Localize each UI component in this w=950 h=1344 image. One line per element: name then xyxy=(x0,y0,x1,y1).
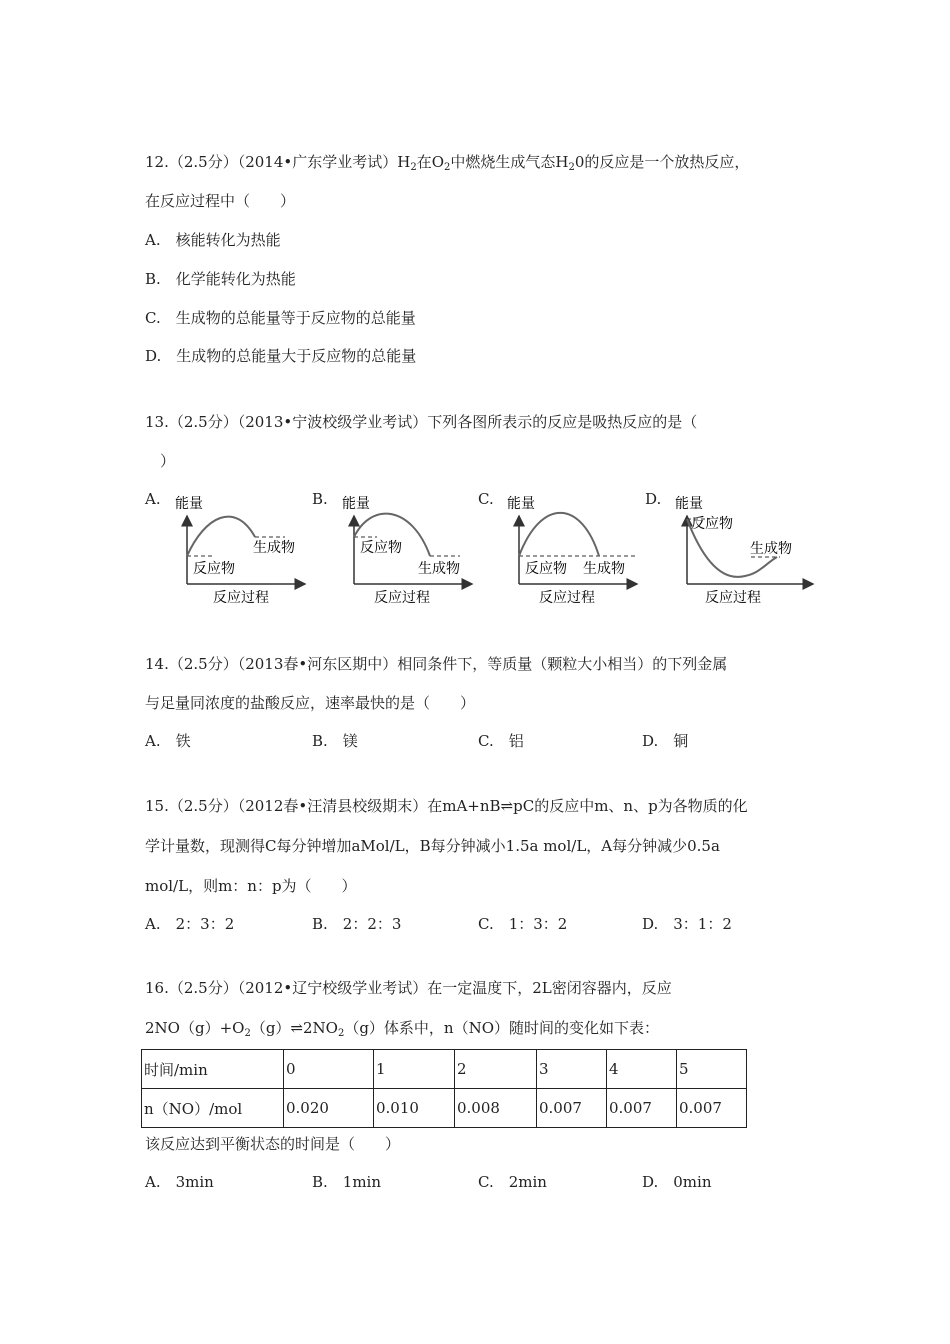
table-cell: 0.008 xyxy=(455,1089,537,1128)
table-cell: 2 xyxy=(455,1050,537,1089)
product-label: 生成物 xyxy=(583,561,625,577)
table-cell: 1 xyxy=(374,1050,455,1089)
product-label: 生成物 xyxy=(418,561,460,577)
q16-option-b: B. 1min xyxy=(312,1173,382,1191)
q16-option-d: D. 0min xyxy=(642,1173,712,1191)
q16-equation: $2NO(g)+O_2(g)\rightleftharpoons 2NO_2(g)$体系中，n（NO）随时间的变化如下表： xyxy=(145,1019,660,1039)
table-cell: 0.020 xyxy=(284,1089,374,1128)
reactant-label: 反应物 xyxy=(360,540,402,556)
q15-line3: mol/L，则m：n：p为（ ） xyxy=(145,877,357,895)
energy-diagram-c xyxy=(497,486,647,608)
table-cell: 0 xyxy=(284,1050,374,1089)
q12-line1: 12.（2.5分）（2014•广东学业考试）$H_2$在$O_2$中燃烧生成气态$H_20$的反应是一个放热反应， xyxy=(145,153,750,173)
energy-diagram-b xyxy=(332,486,482,608)
table-cell: 0.007 xyxy=(607,1089,677,1128)
q14-line2: 与足量同浓度的盐酸反应，速率最快的是（ ） xyxy=(145,694,476,712)
y-axis-label: 能量 xyxy=(507,496,535,512)
q14-option-a: A. 铁 xyxy=(145,732,191,750)
x-axis-label: 反应过程 xyxy=(374,590,430,606)
y-axis-label: 能量 xyxy=(342,496,370,512)
product-label: 生成物 xyxy=(750,541,792,557)
reactant-label: 反应物 xyxy=(193,561,235,577)
graph-c-letter: C. xyxy=(478,490,494,508)
q14-option-b: B. 镁 xyxy=(312,732,358,750)
q12-line2: 在反应过程中（ ） xyxy=(145,192,296,210)
graph-b-letter: B. xyxy=(312,490,328,508)
x-axis-label: 反应过程 xyxy=(539,590,595,606)
q13-line2: ） xyxy=(160,452,176,470)
table-cell: 0.007 xyxy=(537,1089,607,1128)
reactant-label: 反应物 xyxy=(525,561,567,577)
q12-option-d: D. 生成物的总能量大于反应物的总能量 xyxy=(145,347,417,365)
q16-option-c: C. 2min xyxy=(478,1173,547,1191)
table-row xyxy=(142,1050,747,1089)
q12-option-c: C. 生成物的总能量等于反应物的总能量 xyxy=(145,309,416,327)
x-axis-label: 反应过程 xyxy=(705,590,761,606)
table-cell: 时间/min xyxy=(142,1050,284,1089)
y-axis-label: 能量 xyxy=(175,496,203,512)
q13-line1: 13.（2.5分）（2013•宁波校级学业考试）下列各图所表示的反应是吸热反应的是（ xyxy=(145,413,698,431)
no-amount-table xyxy=(141,1049,747,1128)
table-cell: 4 xyxy=(607,1050,677,1089)
q15-option-a: A. 2：3：2 xyxy=(145,915,235,933)
energy-diagram-d xyxy=(665,486,820,608)
q14-option-d: D. 铜 xyxy=(642,732,689,750)
energy-curve xyxy=(187,517,255,556)
q14-line1: 14.（2.5分）（2013春•河东区期中）相同条件下，等质量（颗粒大小相当）的下列金属 xyxy=(145,655,728,673)
graph-d-letter: D. xyxy=(645,490,662,508)
table-cell: 0.010 xyxy=(374,1089,455,1128)
energy-diagram-a xyxy=(165,486,315,608)
q14-option-c: C. 铝 xyxy=(478,732,524,750)
q15-option-c: C. 1：3：2 xyxy=(478,915,568,933)
x-axis-label: 反应过程 xyxy=(213,590,269,606)
q16-question: 该反应达到平衡状态的时间是（ ） xyxy=(145,1135,401,1153)
table-cell: 0.007 xyxy=(677,1089,747,1128)
table-cell: 5 xyxy=(677,1050,747,1089)
y-axis-label: 能量 xyxy=(675,496,703,512)
q16-line1: 16.（2.5分）（2012•辽宁校级学业考试）在一定温度下，2L密闭容器内，反应 xyxy=(145,979,672,997)
q15-line2: 学计量数，现测得C每分钟增加aMol/L，B每分钟减小1.5a mol/L，A每分钟减少0.5a xyxy=(145,837,720,855)
q15-line1: 15.（2.5分）（2012春•汪清县校级期末）在mA+nB⇌pC的反应中m、n、p为各物质的化 xyxy=(145,797,748,815)
reactant-label: 反应物 xyxy=(691,516,733,532)
table-cell: 3 xyxy=(537,1050,607,1089)
q12-option-a: A. 核能转化为热能 xyxy=(145,231,281,249)
q15-option-b: B. 2：2：3 xyxy=(312,915,402,933)
q15-option-d: D. 3：1：2 xyxy=(642,915,732,933)
q12-option-b: B. 化学能转化为热能 xyxy=(145,270,296,288)
q16-option-a: A. 3min xyxy=(145,1173,214,1191)
graph-a-letter: A. xyxy=(145,490,161,508)
energy-curve xyxy=(519,513,599,556)
product-label: 生成物 xyxy=(253,540,295,556)
table-cell: n（NO）/mol xyxy=(142,1089,284,1128)
table-row xyxy=(142,1089,747,1128)
